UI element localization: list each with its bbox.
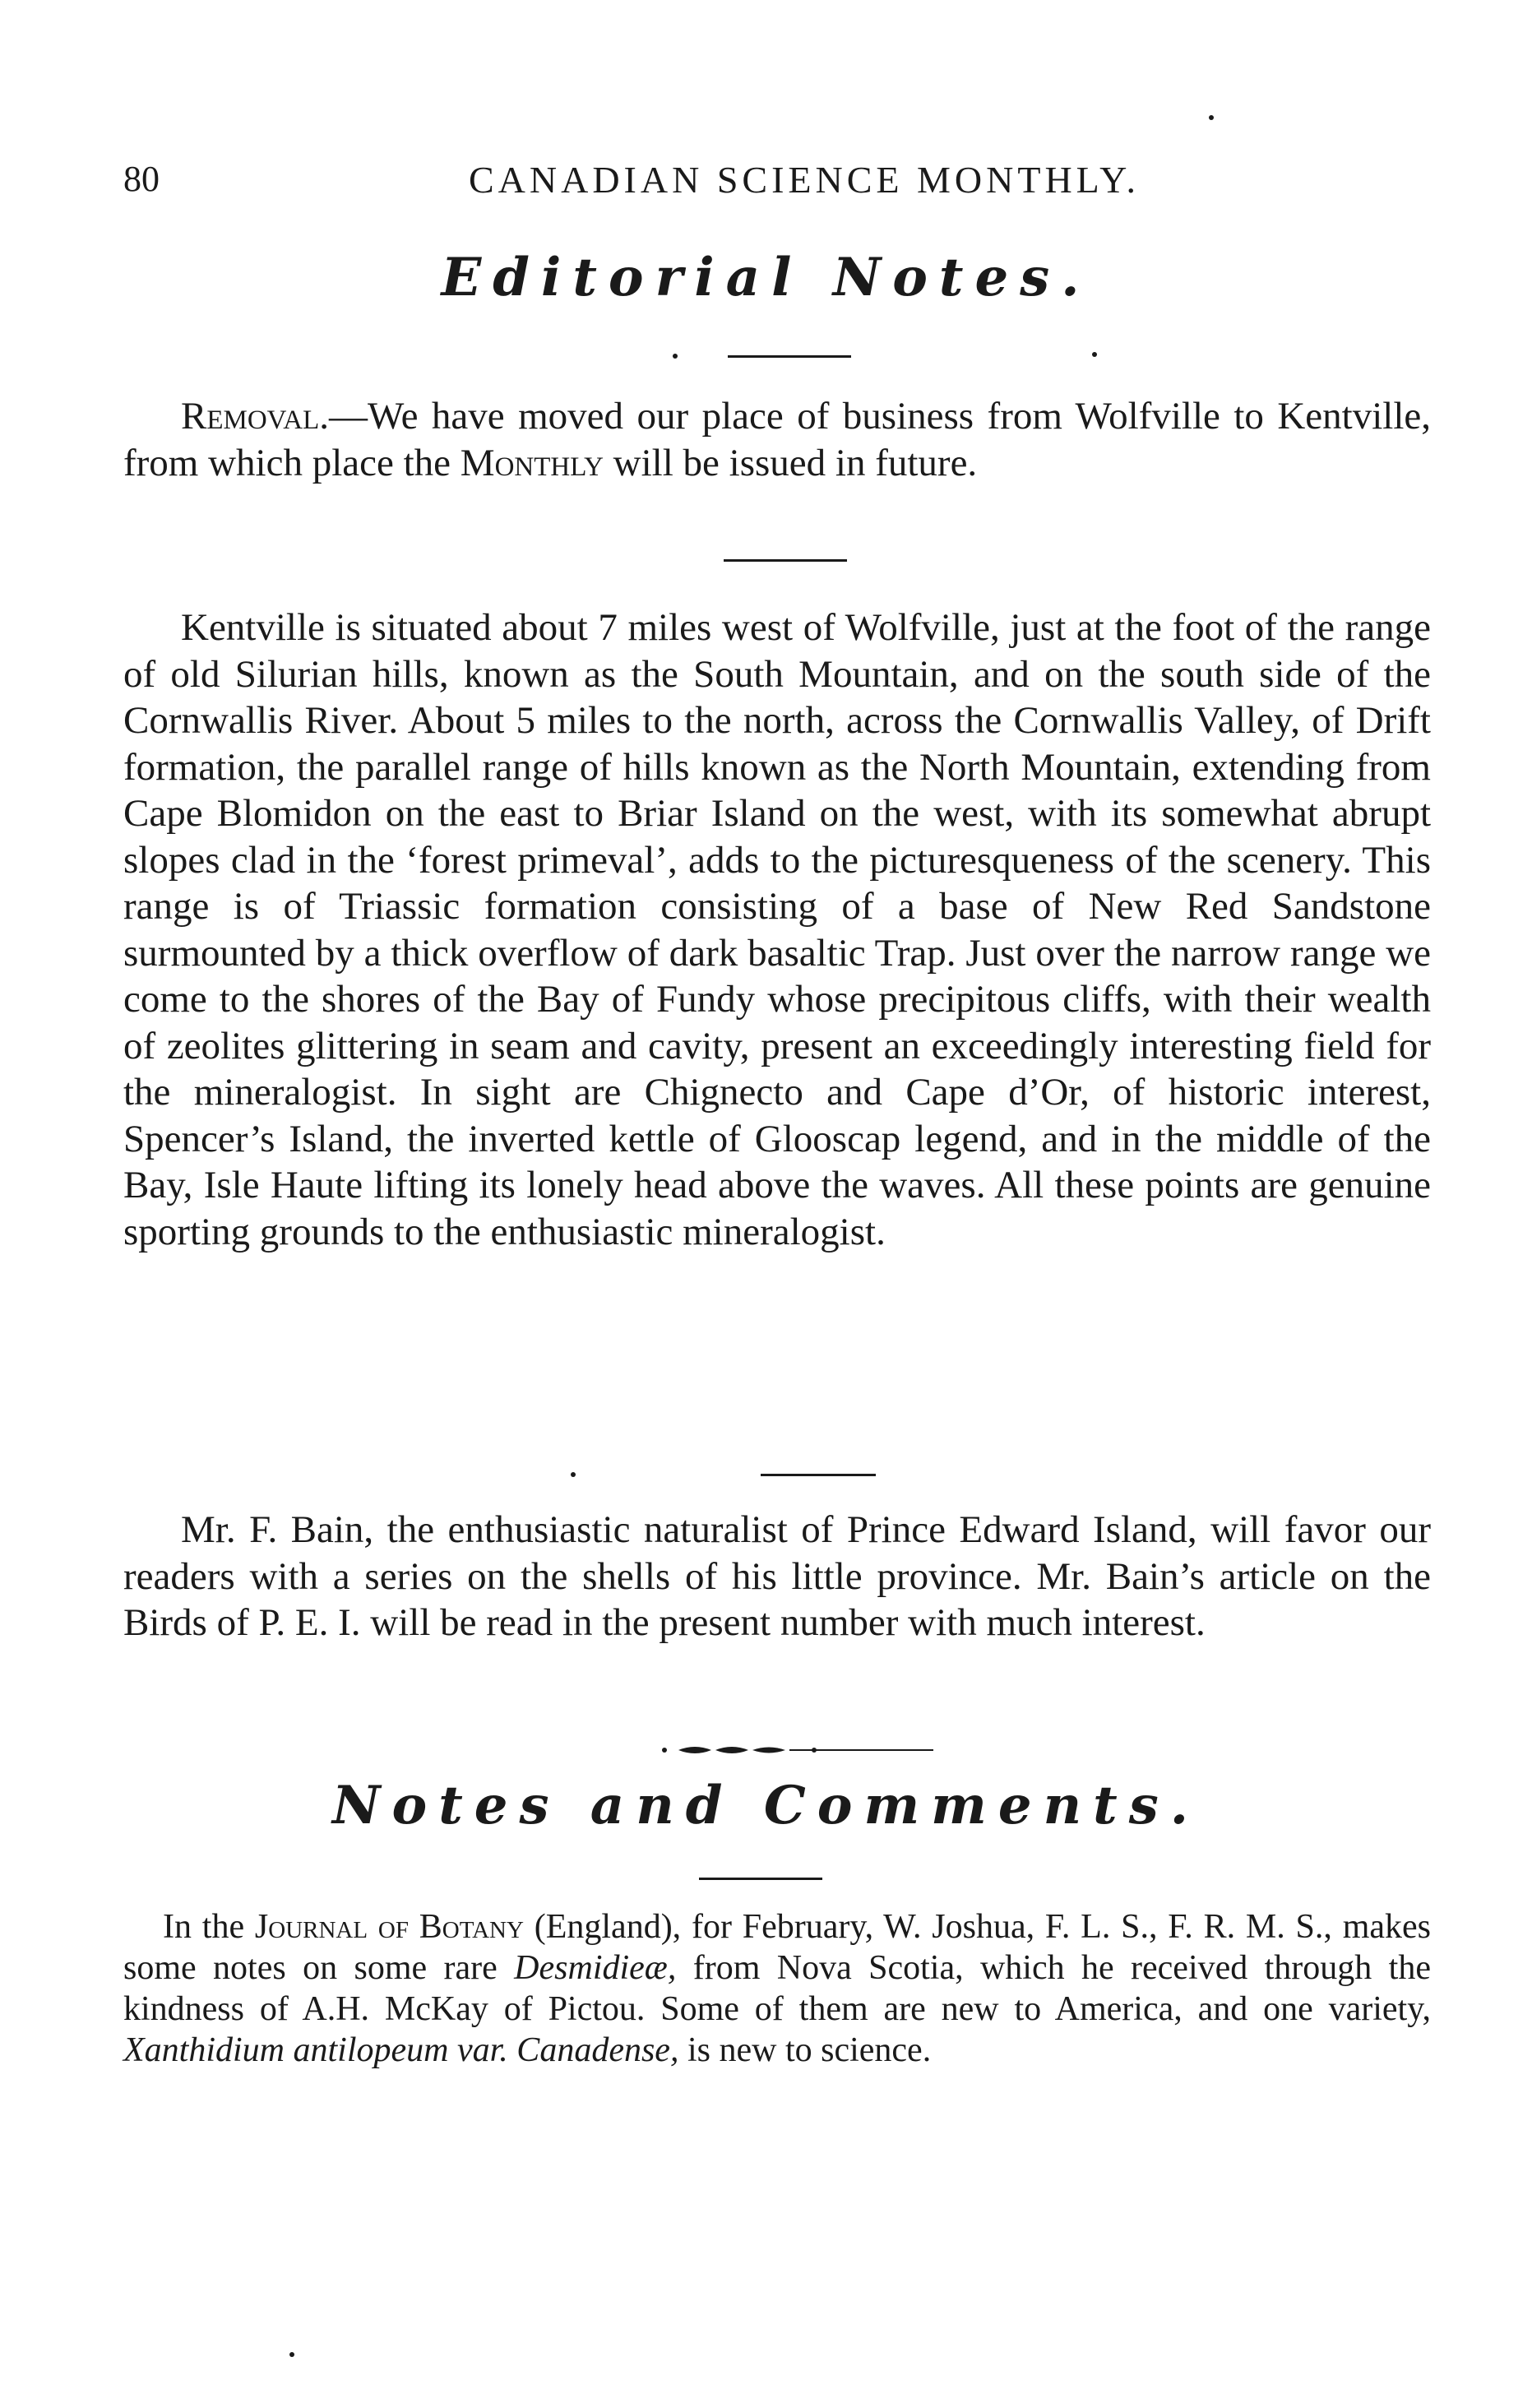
removal-text-end: will be issued in future. [603,441,978,484]
divider-rule [724,559,847,562]
divider-rule [699,1878,822,1880]
journal-of-botany: Journal of Botany [254,1908,524,1946]
running-title: CANADIAN SCIENCE MONTHLY. [469,159,1140,201]
botany-text: from Nova Scotia, which he received through the kindness of A.H. McKay of Pictou. Some of them are new to America, and one variety, [123,1949,1431,2028]
botany-text: In the [163,1908,255,1946]
ornament-dot [673,354,678,359]
desmidieae-term: Desmidieæ, [514,1949,677,1987]
page-header [123,158,1447,215]
removal-lead: Removal. [181,395,329,438]
botany-text: is new to science. [678,2031,932,2069]
ornament-dot [571,1472,576,1477]
editorial-notes-heading: Editorial Notes. [441,247,1091,308]
xanthidium-term: Xanthidium antilopeum var. Canadense, [123,2031,679,2069]
notes-and-comments-heading: Notes and Comments. [332,1775,1200,1836]
page-number: 80 [123,159,160,199]
monthly-name: Monthly [460,441,604,484]
kentville-paragraph: Kentville is situated about 7 miles west of Wolfville, just at the foot of the range of old Silurian hills, known as the South Mountain, and on the south side of the Cornwallis River. About 5 miles to the north, across the Cornwallis Valley, of Drift formation, the parallel range of hills known as the North Mountain, extending from Cape Blomidon on the east to Briar Island on the west, with its somewhat abrupt slopes clad in the ‘forest primeval’, adds to the picturesqueness of the scenery. This range is of Triassic formation consisting of a base of New Red Sandstone surmounted by a thick overflow of dark basaltic Trap. Just over the narrow range we come to the shores of the Bay of Fundy whose precipitous cliffs, with their wealth of zeolites glittering in seam and cavity, present an exceedingly interesting field for the mineralogist. In sight are Chignecto and Cape d’Or, of historic interest, Spencer’s Island, the inverted kettle of Glooscap legend, and in the middle of the Bay, Isle Haute lifting its lonely head above the waves. All these points are genuine sporting grounds to the enthusiastic mineralogist. [123,606,1431,1253]
removal-paragraph [123,393,1431,486]
botany-text: (England), for February, W. Joshua, F. L. S., F. R. M. S., makes some notes on some rare [123,1908,1432,1987]
botany-paragraph [123,1906,1431,2071]
removal-text: —We have moved our place of business from Wolfville to Kentville, from which place the [123,395,1431,484]
ornament-divider [658,1742,937,1758]
divider-rule [761,1474,876,1476]
ornament-dot [289,2352,294,2357]
ornament-dot [1209,115,1214,120]
ornament-dot [1092,352,1097,357]
divider-rule [728,355,851,358]
bain-paragraph: Mr. F. Bain, the enthusiastic naturalist of Prince Edward Island, will favor our readers with a series on the shells of his little province. Mr. Bain’s article on the Birds of P. E. I. will be read in the present number with much interest. [123,1508,1431,1644]
